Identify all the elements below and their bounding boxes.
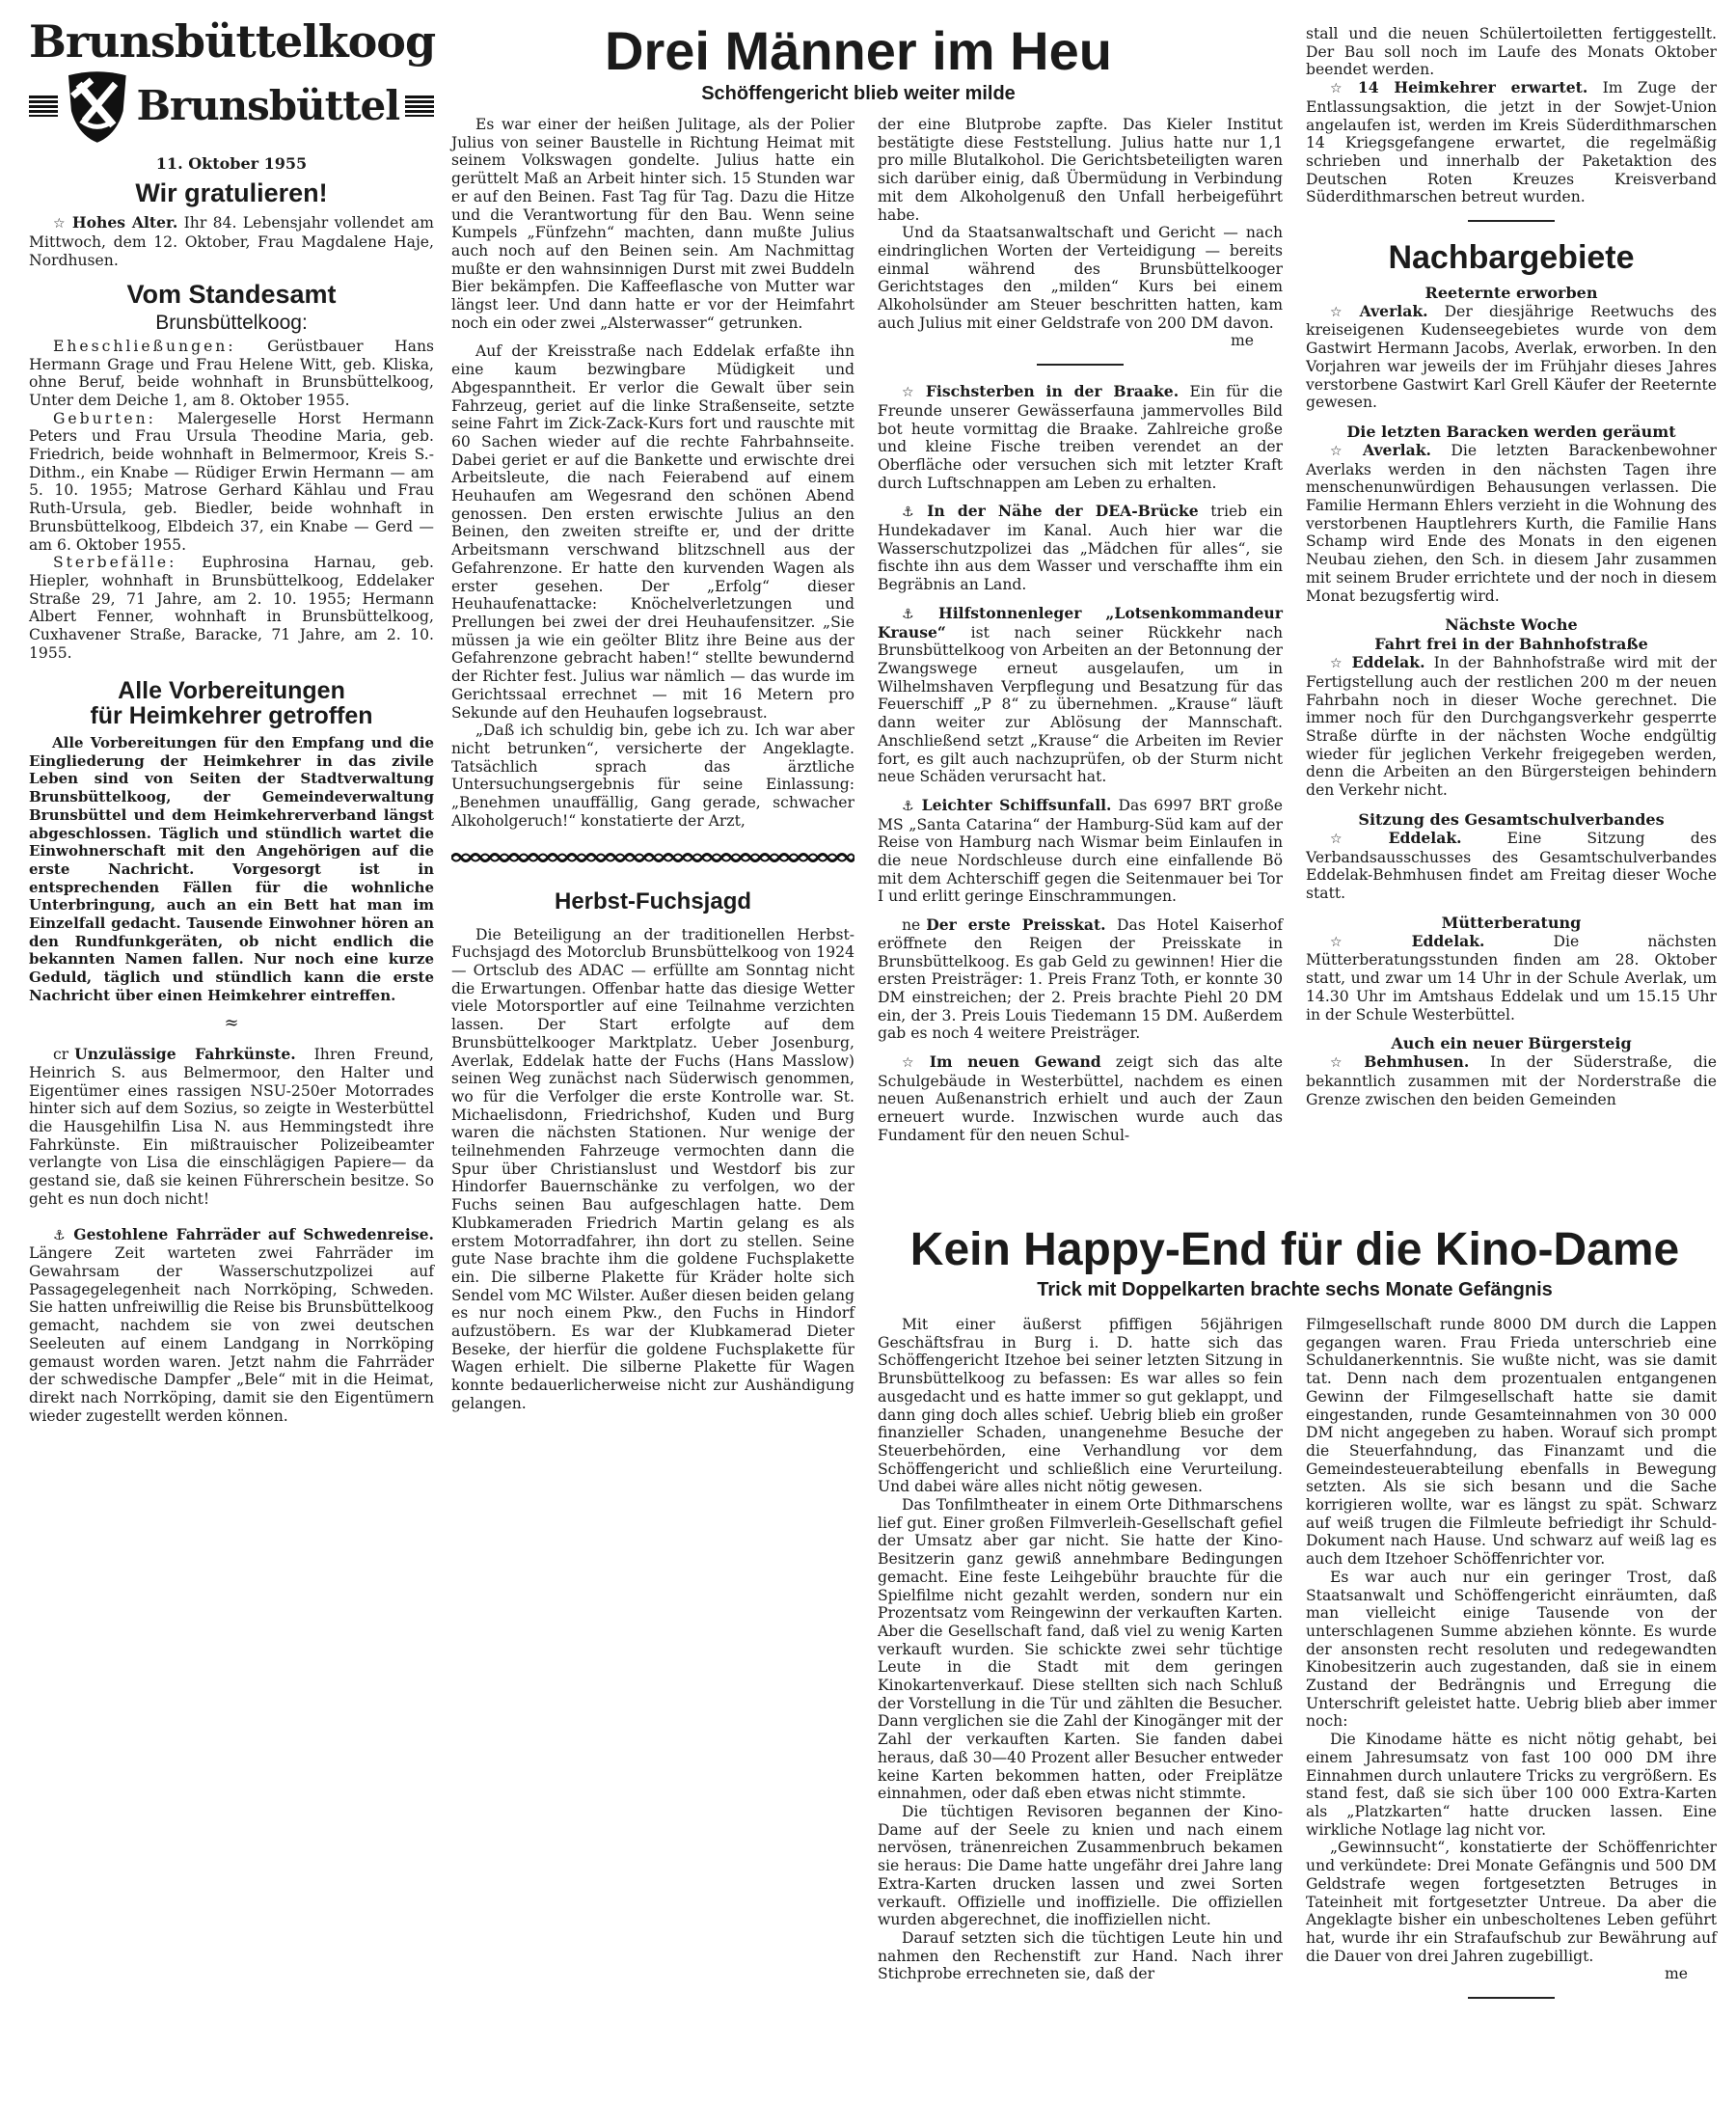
masthead-logo — [29, 15, 434, 145]
news-item — [878, 503, 1283, 594]
fuchsjagd-heading: Herbst-Fuchsjagd — [554, 888, 752, 915]
star-icon: ☆ — [901, 1055, 924, 1072]
column-1 — [29, 15, 434, 1425]
news-item — [1306, 654, 1717, 800]
article-paragraph: Es war auch nur ein geringer Trost, daß Staatsanwalt und Schöffengericht einräumten, daß man vielleicht einige Tausende von der unterschlagenen Summe abziehen könnte. Es wurde der ansonsten recht resoluten und redegewandten Kinobesitzerin auch zugestanden, daß sie in einem Zustand der Bedrängnis und Erregung die Unterschrift geleistet hatte. Uebrig blieb aber immer noch: — [1306, 1568, 1717, 1731]
item-lead: Eddelak. — [1411, 931, 1485, 950]
column-2 — [451, 116, 854, 1413]
item-lead: Behmhusen. — [1364, 1052, 1470, 1072]
column-3 — [878, 116, 1283, 1145]
news-item — [1306, 303, 1717, 412]
subsection-heading: Nächste Woche — [1445, 615, 1578, 635]
news-item — [1306, 1053, 1717, 1108]
subsection-heading: Reeternte erworben — [1424, 283, 1598, 302]
kino-subtitle: Trick mit Doppelkarten brachte sechs Monate Gefängnis — [1037, 1279, 1553, 1300]
item-text: In der Süderstraße, die bekanntlich zusammen mit der Norderstraße die Grenze zwischen den beiden Gemeinden — [1306, 1053, 1717, 1108]
anchor-icon: ⚓ — [901, 505, 922, 521]
subsection-heading: Auch ein neuer Bürgersteig — [1391, 1034, 1632, 1053]
star-icon: ☆ — [1329, 81, 1352, 97]
news-item — [1306, 79, 1717, 206]
anchor-icon: ⚓ — [901, 798, 916, 814]
entry-label: Eheschließungen: — [52, 337, 236, 355]
news-item — [1306, 830, 1717, 903]
item-text: In der Bahnhofstraße wird mit der Fertigstellung auch der restlichen 200 m der neuen Fahrbahn noch in dieser Woche gerechnet. Die immer noch für den Durchgangsverkehr gesperrte Straße dürfte in der nächsten Woche endgültig wieder für jeglichen Verkehr freigegeben werden, denn die Arbeiten an den Bürgersteigen behindern den Verkehr nicht. — [1306, 654, 1717, 800]
news-item — [878, 1053, 1283, 1145]
heading-line: Alle Vorbereitungen — [118, 676, 345, 704]
news-item — [878, 797, 1283, 906]
rope-ornament — [451, 851, 854, 864]
entry-text: Euphrosina Harnau, geb. Hiepler, wohnhaft in Brunsbüttelkoog, Eddelaker Straße 29, 71 Jahre, am 2. 10. 1955; Hermann Albert Fenner, wohnhaft in Brunsbüttelkoog, Cuxhavener Straße, Baracke, 71 Jahre, am 2. 10. 1955. — [29, 554, 434, 662]
item-lead: Hohes Alter. — [71, 213, 178, 232]
item-lead: Averlak. — [1363, 440, 1431, 459]
drei-maenner-title: Drei Männer im Heu — [605, 20, 1112, 81]
item-lead: Fischsterben in der Braake. — [925, 382, 1180, 401]
news-item — [1306, 442, 1717, 605]
article-paragraph: der eine Blutprobe zapfte. Das Kieler Institut bestätigte diese Feststellung. Julius hatte nur 1,1 pro mille Blutalkohol. Die Gerichtsbeteiligten waren sich darüber einig, daß Übermüdung in Verbindung mit dem Alkoholgenuß den Unfall herbeigeführt habe. — [878, 116, 1283, 224]
author-signature: me — [1230, 332, 1254, 350]
article-paragraph: „Gewinnsucht“, konstatierte der Schöffenrichter und verkündete: Drei Monate Gefängnis und 500 DM Geldstrafe wegen fortgesetzten Betruges in Tateinheit mit fortgesetzter Untreue. Da aber die Angeklagte bisher ein unbescholtenes Leben geführt hat, wurde ihr ein Strafaufschub zur Bewährung auf die Dauer von drei Jahren zugebilligt. — [1306, 1839, 1717, 1965]
star-icon: ☆ — [1329, 304, 1354, 320]
author-signature: me — [1664, 1965, 1688, 1983]
hohes-alter-item — [29, 214, 434, 269]
news-item — [878, 605, 1283, 786]
eheschliessungen-entry — [29, 338, 434, 410]
item-lead: Averlak. — [1359, 301, 1428, 320]
item-lead: 14 Heimkehrer erwartet. — [1357, 78, 1588, 97]
article-paragraph: Die Kinodame hätte es nicht nötig gehabt, bei einem Jahresumsatz von fast 100 000 DM ihre Einnahmen durch unlautere Tricks zu vergrößern. Es stand fest, daß sie sich über 100 000 Extra-Karten als „Platzkarten“ hatte drucken lassen. Eine wirkliche Notlage lag nicht vor. — [1306, 1731, 1717, 1839]
standesamt-heading: Vom Standesamt — [126, 280, 337, 310]
article-paragraph: „Daß ich schuldig bin, gebe ich zu. Ich war aber nicht betrunken“, versicherte der Angeklagte. Tatsächlich sprach das ärztliche Untersuchungsergebnis für seine Einlassung: „Benehmen unauffällig, Gang gerade, schwacher Alkoholgeruch!“ konstatierte der Arzt, — [451, 722, 854, 830]
entry-text: Gerüstbauer Hans Hermann Grage und Frau Helene Witt, geb. Kliska, ohne Beruf, beide wohnhaft in Brunsbüttelkoog, Unter dem Deiche 1, am 8. Oktober 1955. — [29, 337, 434, 409]
issue-date: 11. Oktober 1955 — [155, 154, 308, 173]
item-text: Das 6997 BRT große MS „Santa Catarina“ der Hamburg-Süd kam auf der Reise von Hamburg nach Wismar beim Einlaufen in die neue Nordschleuse durch eine einfallende Bö mit dem Achterschiff gegen die Seitenmauer bei Tor I und erlitt geringe Einschrammungen. — [878, 796, 1283, 906]
item-text: Im Zuge der Entlassungsaktion, die jetzt in der Sowjet-Union angelaufen ist, werden im Kreis Süderdithmarschen 14 Kriegsgefangene erwartet, die regelmäßig schrieben und innerhalb der Paketaktion des Deutschen Roten Kreuzes Kreisverband Süderdithmarschen betreut wurden. — [1306, 79, 1717, 206]
item-lead: Hilfstonnenleger „Lotsenkommandeur Krause“ — [878, 603, 1283, 642]
star-icon: ☆ — [1329, 1055, 1359, 1072]
item-text: Die nächsten Mütterberatungsstunden finden am 28. Oktober statt, und zwar um 14 Uhr in der Schule Averlak, um 14.30 Uhr im Amtshaus Eddelak und um 15.15 Uhr in der Schule Westerbüttel. — [1306, 932, 1717, 1024]
author-initials: cr — [52, 1046, 69, 1064]
article-paragraph: Filmgesellschaft runde 8000 DM durch die Lappen gegangen waren. Frau Frieda unterschrieb eine Schuldanerkenntnis. Sie wußte nicht, was sie damit tat. Denn nach dem prozentualen entgangenen Gewinn der Filmgesellschaft hatte sie damit eingestanden, runde Gesamteinnahmen von 30 000 DM nicht angegeben zu haben. Worauf sich prompt die Steuerfahndung, das Finanzamt und die Gemeindesteuerabteilung ebenfalls in Bewegung setzten. Als sie sich besann und die Sache korrigieren wollte, war es längst zu spät. Schwarz auf weiß trugen die Filmleute befriedigt ihr Schuld-Dokument nach Hause. Und schwarz auf weiß lag es auch dem Itzehoer Schöffenrichter vor. — [1306, 1316, 1717, 1569]
article-paragraph: Auf der Kreisstraße nach Eddelak erfaßte ihn eine kaum bezwingbare Müdigkeit und Abgespanntheit. Er verlor die Gewalt über sein Fahrzeug, geriet auf die linke Straßenseite, setzte seine Fahrt im Zick-Zack-Kurs fort und rauschte mit 60 Sachen wieder auf die rechte Fahrbahnseite. Dabei geriet er auf die Bankette und erwischte drei Arbeitsleute, die nach Feierabend auf einem Heuhaufen am Wegesrand den schönen Abend genossen. Den ersten erwischte Julius an den Beinen, den zweiten streifte er, und der dritte Arbeitsmann verschwand blitzschnell aus der Gefahrenzone. Er hatte den kurvenden Wagen als erster gesehen. Der „Erfolg“ dieser Heuhaufenattacke: Knöchelverletzungen und Prellungen bei zwei der drei Heuhaufensitzer. „Sie müssen ja wie ein geölter Blitz ihre Beine aus der Gefahrenzone gebracht haben!“ stellte bewundernd der Richter fest. Julius war nämlich — das wurde im Gerichtssaal errechnet — mit 16 Metern pro Sekunde auf den Heuhaufen logsebraust. — [451, 342, 854, 722]
star-icon: ☆ — [1329, 831, 1383, 847]
subsection-heading: Sitzung des Gesamtschulverbandes — [1358, 809, 1665, 829]
section-divider — [1468, 1997, 1555, 1999]
column-4 — [1306, 25, 1717, 1108]
heimkehrer-text: Alle Vorbereitungen für den Empfang und die Eingliederung der Heimkehrer in das zivile Leben sind von Seiten der Stadtverwaltung Brunsbüttelkoog, der Gemeindeverwaltung Brunsbüttel und dem Heimkehrerverband längst abgeschlossen. Täglich und stündlich wartet die Einwohnerschaft mit den Angehörigen auf die erste Nachricht. Vorgesorgt ist in entsprechenden Fällen für die wohnliche Unterbringung, auch an ein Bett hat man im Einzelfall gedacht. Tausende Einwohner hören an den Rundfunkgeräten, ob nicht endlich die bekannten Namen fallen. Nur noch eine kurze Geduld, täglich und stündlich kann die erste Nachricht über einen Heimkehrer eintreffen. — [29, 734, 434, 1004]
kino-column-left — [878, 1316, 1283, 1983]
wave-ornament: ≈ — [224, 1012, 239, 1033]
kino-title: Kein Happy-End für die Kino-Dame — [909, 1224, 1680, 1275]
item-text: Der diesjährige Reetwuchs des kreiseigenen Kudenseegebietes wurde von dem Gastwirt Hermann Jacobs, Averlak, erworben. In den Vorjahren war jeweils der im Frühjahr dieses Jahres verstorbene Gastwirt Karl Grell Käufer der Reeternte gewesen. — [1306, 302, 1717, 412]
article-paragraph: Das Tonfilmtheater in einem Orte Dithmarschens lief gut. Einer großen Filmverleih-Gesellschaft gefiel der Umsatz aber gar nicht. Sie hatte der Kino-Besitzerin ganz gewiß annehmbare Bedingungen gemacht. Eine feste Leihgebühr brauchte für die Spielfilme nicht gezahlt werden, sondern nur ein Prozentsatz vom Reingewinn der verkauften Karten. Aber die Gesellschaft fand, daß viel zu wenig Karten verkauft wurden. Sie schickte zwei sehr tüchtige Leute in die Stadt mit dem geringen Kinokartenverkauf. Diese stellten sich nach Schluß der Vorstellung in die Tür und zählten die Besucher. Dann verglichen sie die Zahl der Kinogänger mit der Zahl der verkauften Karten. Sie fanden dabei heraus, daß 30—40 Prozent aller Besucher entweder keine Karten bekommen hatten, oder Freiplätze einnahmen, oder daß eben etwas nicht stimmte. — [878, 1496, 1283, 1803]
item-text: Das Hotel Kaiserhof eröffnete den Reigen der Preisskate in Brunsbüttelkoog. Es gab Geld zu gewinnen! Hier die ersten Preisträger: 1. Preis Franz Toth, er konnte 30 DM einstreichen; der 2. Preis brachte Piehl 20 DM ein, der 3. Preis Louis Tiedemann 15 DM. Außerdem gab es noch 4 weitere Preisträger. — [878, 916, 1283, 1043]
masthead-line-1: Brunsbüttelkoog — [29, 15, 436, 68]
news-item — [1306, 933, 1717, 1024]
geburten-entry — [29, 410, 434, 555]
item-text: Die letzten Barackenbewohner Averlaks werden in den nächsten Tagen ihre menschenunwürdigen Behausungen verlassen. Die Familie Hermann Ehlers verzieht in die Wohnung des verstorbenen Hauptlehrers Kurth, die Familie Hans Schamp wird Ende des Monats in den eigenen Neubau ziehen, den Sch. in diesem Jahr zusammen mit seinem Bruder errichtete und der noch in diesem Monat bezugsfertig wird. — [1306, 441, 1717, 605]
anchor-icon: ⚓ — [52, 1227, 68, 1243]
fahrraeder-item — [29, 1226, 434, 1426]
article-paragraph: Mit einer äußerst pfiffigen 56jährigen Geschäftsfrau in Burg i. D. hatte sich das Schöffengericht Itzehoe bei seiner letzten Sitzung in Brunsbüttelkoog zu befassen: Es war alles so fein ausgedacht und es hatte immer so gut geklappt, und dann ging doch alles schief. Uebrig blieb ein großer finanzieller Schaden, unangenehme Besuche der Steuerbehörden, eine Verhandlung vor dem Schöffengericht und schließlich eine Verurteilung. Und dabei wäre alles nicht nötig gewesen. — [878, 1316, 1283, 1496]
drei-maenner-subtitle: Schöffengericht blieb weiter milde — [701, 83, 1016, 104]
star-icon: ☆ — [1329, 443, 1358, 459]
item-text: Eine Sitzung des Verbandsausschusses des Gesamtschulverbandes Eddelak-Behmhusen findet am Freitag dieser Woche statt. — [1306, 829, 1717, 902]
star-icon: ☆ — [1329, 934, 1406, 950]
fuchsjagd-text: Die Beteiligung an der traditionellen Herbst-Fuchsjagd des Motorclub Brunsbüttelkoog von 1924 — Ortsclub des ADAC — erfüllte am Sonntag nicht die Erwartungen. Offenbar hatte das diesige Wetter viele Motorsportler auf eine Teilnahme verzichten lassen. Der Start erfolgte auf dem Brunsbüttelkooger Marktplatz. Ueber Josenburg, Averlak, Eddelak hatte der Fuchs (Hans Masslow) seinen Weg zunächst nach Süderwisch genommen, wo für die Verfolger die erste Kontrolle war. St. Michaelisdonn, Friedrichshof, Kuden und Burg waren die nächsten Stationen. Nur wenige der teilnehmenden Fahrzeuge vermochten dann die Spur über Christianslust und Westdorf bis zur Hindorfer Bauernschänke zu verfolgen, wo der Fuchs seinen Bau aufgeschlagen hatte. Dem Klubkameraden Friedrich Martin gelang es als erstem Motorradfahrer, ihn dort zu stellen. Seine gute Nase brachte ihm die goldene Fuchsplakette ein. Die silberne Plakette für Kräder holte sich Sendel vom MC Wilster. Außer diesen beiden gelang es nur noch einem Pkw., den Fuchs in Hindorf aufzustöbern. Es war der Klubkamerad Dieter Beseke, der hierfür die goldene Fuchsplakette für Wagen erhielt. Die silberne Plakette für Wagen konnte bedauerlicherweise nicht zur Aushändigung gelangen. — [451, 925, 854, 1412]
author-initials: ne — [901, 916, 921, 935]
nachbargebiete-heading: Nachbargebiete — [1388, 239, 1635, 277]
ribbon-left — [29, 96, 58, 117]
article-paragraph: Und da Staatsanwaltschaft und Gericht — nach eindringlichen Worten der Verteidigung — bereits einmal während des Brunsbüttelkooger Gerichtstages den „milden“ Kurs bei einem Alkoholsünder am Steuer beschritten hatten, kam auch Julius mit einer Geldstrafe von 200 DM davon. — [878, 224, 1283, 332]
entry-text: Malergeselle Horst Hermann Peters und Frau Ursula Theodine Maria, geb. Friedrich, beide wohnhaft in Belmermoor, Kreis S.-Dithm., ein Knabe — Rüdiger Erwin Hermann — am 5. 10. 1955; Matrose Gerhard Kählau und Frau Ruth-Ursula, geb. Biedler, beide wohnhaft in Brunsbüttelkoog, Elbdeich 37, ein Knabe — Gerd — am 6. Oktober 1955. — [29, 409, 434, 554]
masthead-line-2: Brunsbüttel — [136, 82, 400, 129]
article-paragraph: Die tüchtigen Revisoren begannen der Kino-Dame auf der Seele zu knien und nach einem nervösen, tränenreichen Zusammenbruch bekamen sie heraus: Die Dame hatte ungefähr drei Jahre lang Extra-Karten drucken lassen und zwei Sorten verkauft. Offizielle und inoffizielle. Die offiziellen wurden abgerechnet, die inoffiziellen nicht. — [878, 1802, 1283, 1929]
news-item — [878, 383, 1283, 492]
article-paragraph: Es war einer der heißen Julitage, als der Polier Julius von seiner Baustelle in Richtung Heimat mit seinem Volkswagen gondelte. Julius hatte ein gerüttelt Maß an Arbeit hinter sich. 15 Stunden war er auf den Beinen. Fast Tag für Tag. Dazu die Hitze und die Verantwortung für den Bau. Wenn seine Kumpels „Fünfzehn“ machten, dann mußte Julius auch noch auf den Beinen sein. Am Nachmittag mußte er den wahnsinnigen Durst mit zwei Buddeln Bier bekämpfen. Die Kaffeeflasche von Mutter war längst leer. Und dann hatte er vor der Heimfahrt noch ein oder zwei „Alsterwasser“ getrunken. — [451, 116, 854, 332]
kino-column-right — [1306, 1316, 1717, 2012]
article-paragraph: Darauf setzten sich die tüchtigen Leute hin und nahmen den Rechenstift zur Hand. Nach ihrer Stichprobe errechneten sie, daß der — [878, 1928, 1283, 1983]
item-text: ist nach seiner Rückkehr nach Brunsbüttelkoog von Arbeiten an der Betonnung der Zwangswege erneut ausgelaufen, um in Wilhelmshaven Verpflegung und Besatzung für das Feuerschiff „P 8“ zu übernehmen. „Krause“ läuft dann weiter zur Ablösung der Mannschaft. Anschließend setzt „Krause“ die Arbeiten im Revier fort, es gilt auch nachzuprüfen, ob der Sturm nicht neue Schäden verursacht hat. — [878, 623, 1283, 786]
sterbefaelle-entry — [29, 554, 434, 662]
anchor-icon: ⚓ — [901, 606, 933, 622]
section-divider — [1037, 364, 1124, 366]
item-text: zeigt sich das alte Schulgebäude in Westerbüttel, nachdem es einen neuen Außenanstrich erhielt und auch der Zaun erneuert wurde. Inzwischen wurde auch das Fundament für den neuen Schul- — [878, 1053, 1283, 1144]
item-lead: Der erste Preisskat. — [926, 915, 1106, 935]
star-icon: ☆ — [901, 385, 920, 401]
item-text: Längere Zeit warteten zwei Fahrräder im Gewahrsam der Wasserschutzpolizei auf Passagegelegenheit nach Norrköping, Schweden. Sie hatten unfreiwillig die Reise bis Brunsbüttelkoog gemacht, nachdem sie von zwei deutschen Seeleuten auf einem Landgang in Norrköping gemaust worden waren. Jetzt nahm die Fahrräder der schwedische Dampfer „Bele“ mit in die Heimat, direkt nach Norrköping, damit sie den Eigentümern wieder zugestellt werden können. — [29, 1244, 434, 1425]
ribbon-right — [405, 96, 434, 117]
item-lead: Eddelak. — [1351, 653, 1425, 672]
coat-of-arms-icon — [64, 68, 131, 145]
standesamt-subheading: Brunsbüttelkoog: — [155, 311, 308, 334]
item-lead: Gestohlene Fahrräder auf Schwedenreise. — [73, 1224, 434, 1243]
entry-label: Sterbefälle: — [52, 554, 177, 572]
item-text: trieb ein Hundekadaver im Kanal. Auch hier war die Wasserschutzpolizei das „Mädchen für alles“, sie fischte ihn aus dem Wasser und verschaffte ihm ein Begräbnis an Land. — [878, 503, 1283, 594]
subsection-heading: Fahrt frei in der Bahnhofstraße — [1374, 635, 1648, 654]
fahrkuenste-item — [29, 1046, 434, 1208]
item-lead: Eddelak. — [1388, 828, 1462, 847]
gratulieren-heading: Wir gratulieren! — [135, 178, 328, 207]
entry-label: Geburten: — [52, 409, 156, 427]
heimkehrer-heading — [29, 678, 434, 729]
item-lead: Im neuen Gewand — [929, 1052, 1101, 1072]
star-icon: ☆ — [1329, 656, 1346, 672]
section-divider — [1468, 220, 1555, 222]
item-lead: Unzulässige Fahrkünste. — [74, 1045, 296, 1064]
item-text: Ihren Freund, Heinrich S. aus Belmermoor, den Halter und Eigentümer eines rassigen NSU-250er Motorrades hinter sich auf dem Sozius, so zeigte in Westerbüttel die Hausgehilfin Lisa N. aus Hemmingstedt ihre Fahrkünste. Ein mißtrauischer Polizeibeamter verlangte von Lisa die einschlägigen Papiere— da gestand sie, daß sie keinen Führerschein besitze. So geht es nun doch nicht! — [29, 1046, 434, 1208]
subsection-heading: Mütterberatung — [1441, 913, 1582, 932]
star-icon: ☆ — [52, 216, 67, 232]
news-item — [878, 916, 1283, 1043]
item-lead: In der Nähe der DEA-Brücke — [927, 502, 1199, 521]
item-lead: Leichter Schiffsunfall. — [921, 795, 1112, 814]
item-text: Ihr 84. Lebensjahr vollendet am Mittwoch, dem 12. Oktober, Frau Magdalene Haje, Nordhusen. — [29, 214, 434, 269]
item-text: Ein für die Freunde unserer Gewässerfauna jammervolles Bild bot heute vormittag die Braake. Zahlreiche große und kleine Fische treiben verendet an der Oberfläche oder versuchen sich mit letzter Kraft durch Luftschnappen am Leben zu erhalten. — [878, 383, 1283, 492]
subsection-heading: Die letzten Baracken werden geräumt — [1346, 422, 1676, 441]
heading-line: für Heimkehrer getroffen — [90, 701, 373, 729]
continued-text: stall und die neuen Schülertoiletten fertiggestellt. Der Bau soll noch im Laufe des Monats Oktober beendet werden. — [1306, 25, 1717, 79]
